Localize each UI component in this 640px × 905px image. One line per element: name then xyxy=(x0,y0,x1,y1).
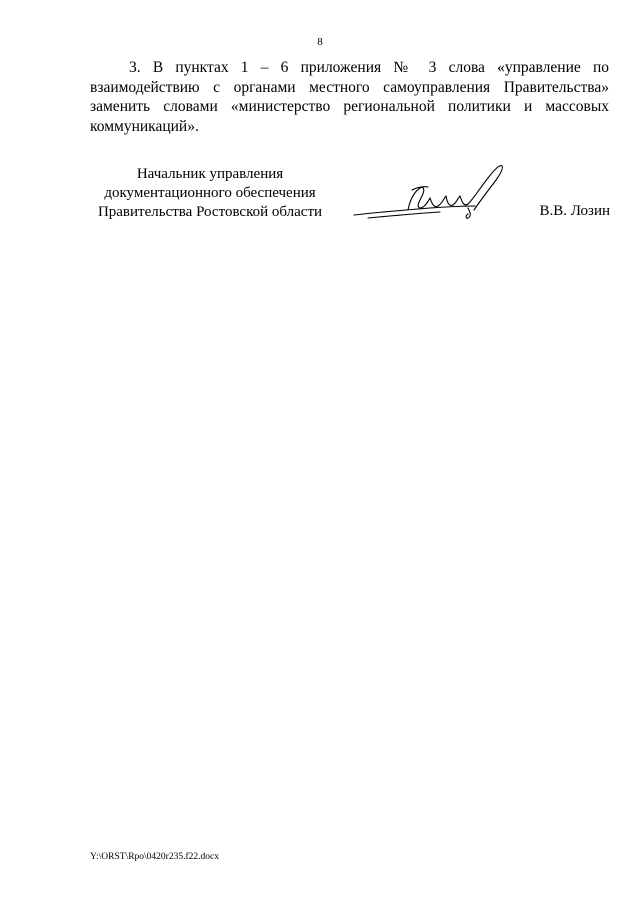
signatory-title-line-2: документационного обеспечения xyxy=(104,185,316,201)
handwritten-signature xyxy=(350,160,510,230)
signer-name: В.В. Лозин xyxy=(539,203,610,219)
signatory-title-line-1: Начальник управления xyxy=(136,166,284,182)
signatory-title-line-3: Правительства Ростовской области xyxy=(97,204,323,220)
file-path-footer: Y:\ORST\Rpo\0420r235.f22.docx xyxy=(90,852,219,862)
page-number: 8 xyxy=(317,36,323,48)
body-paragraph: 3. В пунктах 1 – 6 приложения № 3 слова «управление по взаимодействию с органами местного самоуправления Правительства» заменить словами «министерство региональной политики и массовых коммуникаций». xyxy=(90,59,609,135)
signatory-title xyxy=(90,165,330,222)
